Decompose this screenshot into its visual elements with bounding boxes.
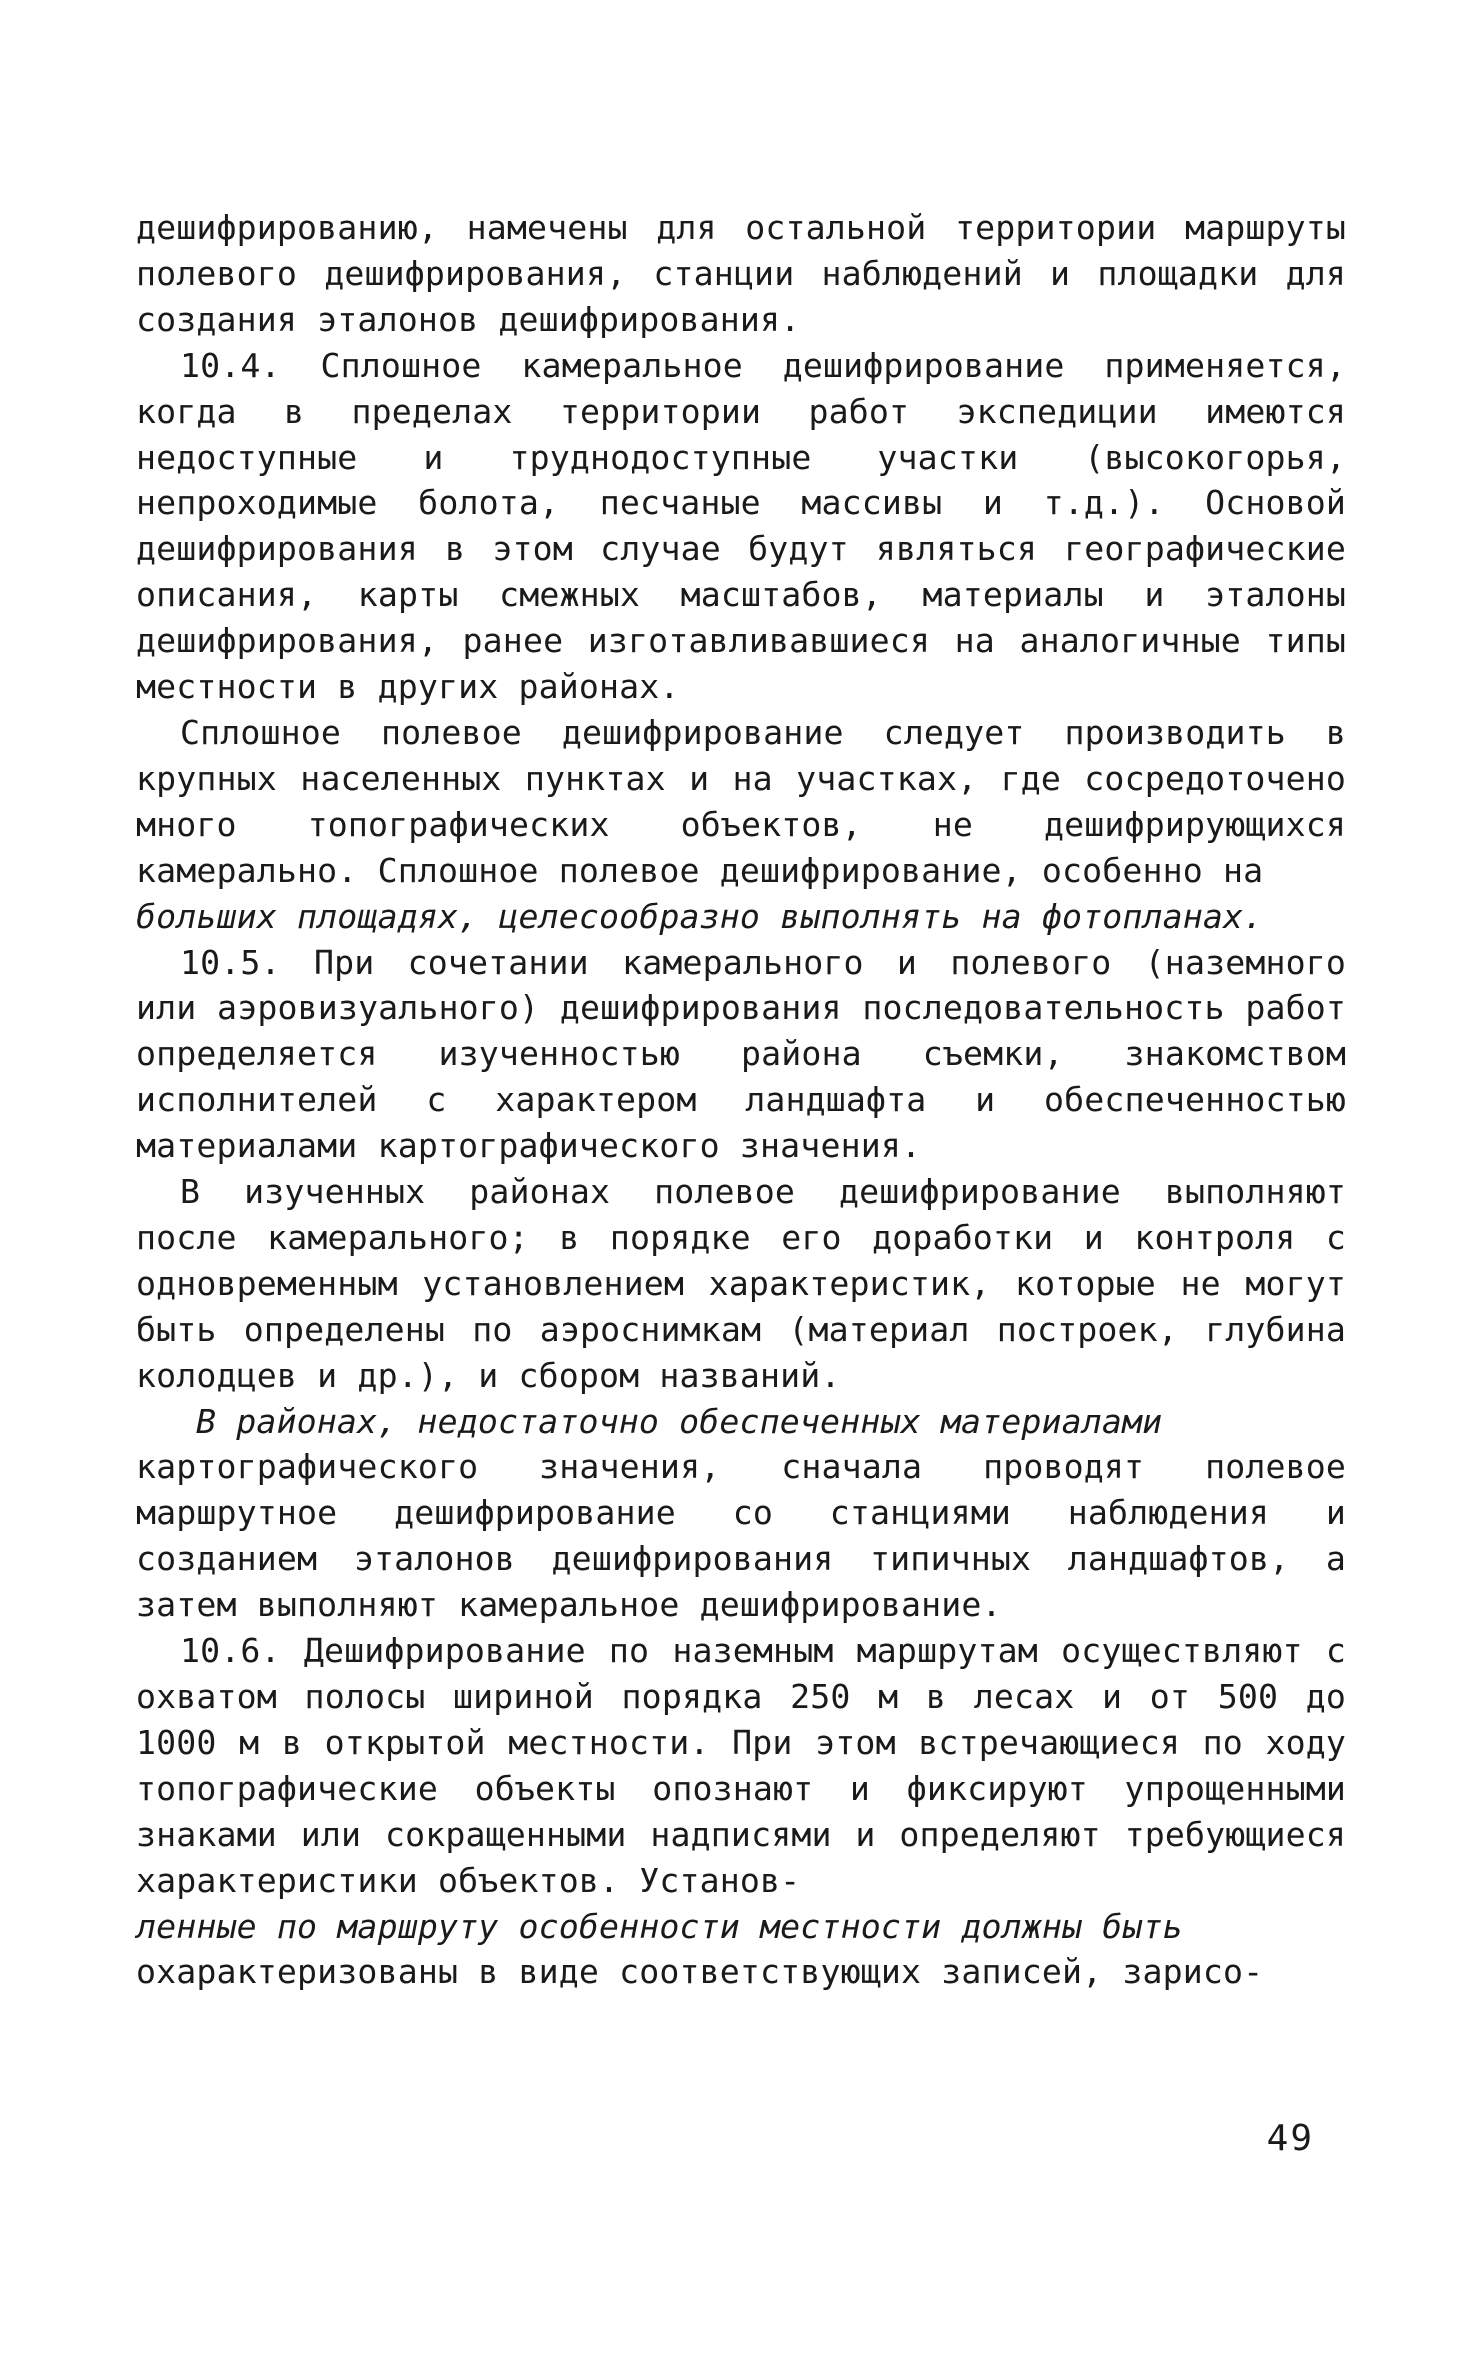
paragraph-studied-regions: В изученных районах полевое дешифрирование выполняют после камерального; в порядке его доработки и контроля с одновременным установлением характеристик, которые не могут быть определены по аэроснимкам (материал построек, глубина колодцев и др.), и сбором названий. xyxy=(136,1172,1346,1395)
page-number: 49 xyxy=(1266,2118,1314,2159)
paragraph-insufficient-regions-italic: В районах, недостаточно обеспеченных материалами xyxy=(196,1401,1163,1441)
paragraph-10-6: 10.6. Дешифрирование по наземным маршрутам осуществляют с охватом полосы шириной порядка 250 м в лесах и от 500 до 1000 м в открытой местности. При этом встречающиеся по ходу топографические объекты опознают и фиксируют упрощенными знаками или сокращенными надписями и определяют требующиеся характеристики объектов. Установ- xyxy=(136,1631,1346,1900)
paragraph-continuation: дешифрированию, намечены для остальной территории маршруты полевого дешифрирования, станции наблюдений и площадки для создания эталонов дешифрирования. xyxy=(136,208,1346,339)
paragraph-10-5: 10.5. При сочетании камерального и полевого (наземного или аэровизуального) дешифрирования последовательность работ определяется изученностью района съемки, знакомством исполнителей с характером ландшафта и обеспеченностью материалами картографического значения. xyxy=(136,942,1346,1166)
paragraph-continuous-field: Сплошное полевое дешифрирование следует производить в крупных населенных пунктах и на участках, где сосредоточено много топографических объектов, не дешифрирующихся камерально. Сплошное полевое дешифрирование, особенно на xyxy=(136,712,1346,890)
paragraph-10-6-end: охарактеризованы в виде соответствующих записей, зарисо- xyxy=(136,1952,1264,1992)
paragraph-10-4: 10.4. Сплошное камеральное дешифрирование применяется, когда в пределах территории работ экспедиции имеются недоступные и труднодоступные участки (высокогорья, непроходимые болота, песчаные массивы и т.д.). Основой дешифрирования в этом случае будут являться географические описания, карты смежных масштабов, материалы и эталоны дешифрирования, ранее изготавливавшиеся на аналогичные типы местности в других районах. xyxy=(136,345,1346,707)
body-text xyxy=(136,205,1346,1995)
paragraph-continuous-field-italic: больших площадях, целесообразно выполнять на фотопланах. xyxy=(136,896,1264,936)
paragraph-10-6-italic: ленные по маршруту особенности местности должны быть xyxy=(136,1906,1183,1946)
paragraph-insufficient-regions: картографического значения, сначала проводят полевое маршрутное дешифрирование со станциями наблюдения и созданием эталонов дешифрирования типичных ландшафтов, а затем выполняют камеральное дешифрирование. xyxy=(136,1447,1346,1625)
